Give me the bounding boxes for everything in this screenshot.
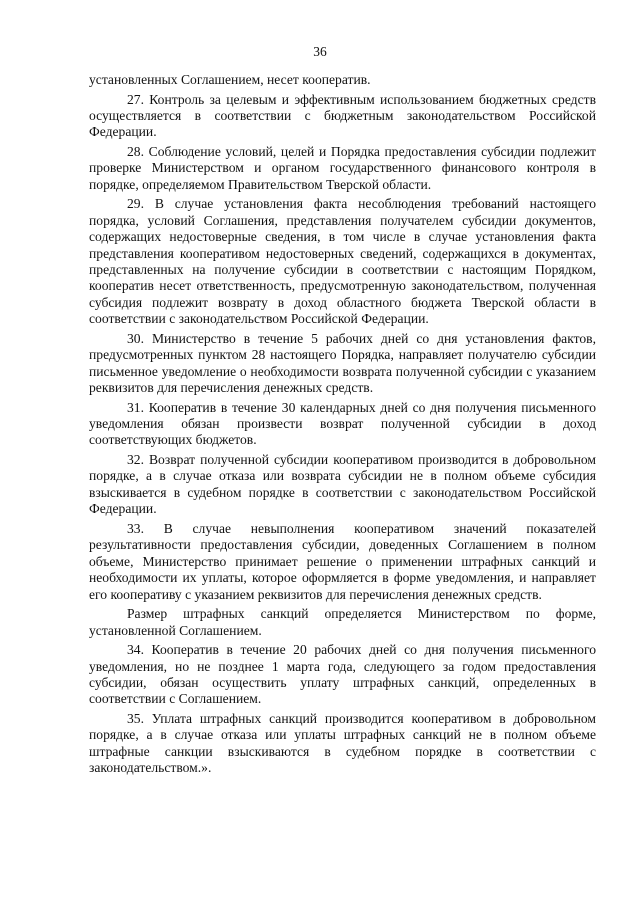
paragraph-penalty-size: Размер штрафных санкций определяется Министерством по форме, установленной Соглашением. — [89, 606, 596, 638]
paragraph-35: 35. Уплата штрафных санкций производится кооперативом в добровольном порядке, а в случае отказа или уплаты штрафных санкций не в полном объеме штрафные санкции взыскиваются в судебном порядке в соответствии с законодательством.». — [89, 710, 596, 776]
paragraph-34: 34. Кооператив в течение 20 рабочих дней со дня получения письменного уведомления, но не позднее 1 марта года, следующего за годом предоставления субсидии, обязан осуществить уплату штрафных санкций, определенных в соответствии с Соглашением. — [89, 642, 596, 707]
paragraph-31: 31. Кооператив в течение 30 календарных дней со дня получения письменного уведомления обязан произвести возврат полученной субсидии в доход соответствующих бюджетов. — [89, 399, 596, 448]
paragraph-33: 33. В случае невыполнения кооперативом значений показателей результативности предоставления субсидии, доведенных Соглашением в полном объеме, Министерство принимает решение о применении штрафных санкций и необходимости их уплаты, которое оформляется в форме уведомления, и направляет его кооперативу с указанием реквизитов для перечисления денежных средств. — [89, 520, 596, 602]
paragraph-29: 29. В случае установления факта несоблюдения требований настоящего порядка, условий Соглашения, представления получателем субсидии документов, содержащих недостоверные сведения, в том числе в случае установления факта представления кооперативом недостоверных сведений, содержащихся в документах, представленных на получение субсидии в соответствии с настоящим Порядком, кооператив несет ответственность, предусмотренную законодательством, полученная субсидия подлежит возврату в доход областного бюджета Тверской области в соответствии с законодательством Российской Федерации. — [89, 196, 596, 327]
paragraph-continuation: установленных Соглашением, несет кооператив. — [89, 72, 371, 87]
paragraph-32: 32. Возврат полученной субсидии кооперативом производится в добровольном порядке, а в случае отказа или возврата субсидии не в полном объеме субсидия взыскивается в судебном порядке в соответствии с законодательством Российской Федерации. — [89, 452, 596, 517]
document-body — [89, 72, 596, 780]
paragraph-28: 28. Соблюдение условий, целей и Порядка предоставления субсидии подлежит проверке Министерством и органом государственного финансового контроля в порядке, определяемом Правительством Тверской области. — [89, 144, 596, 192]
paragraph-27: 27. Контроль за целевым и эффективным использованием бюджетных средств осуществляется в соответствии с бюджетным законодательством Российской Федерации. — [89, 91, 596, 140]
page-number: 36 — [313, 44, 327, 59]
paragraph-30: 30. Министерство в течение 5 рабочих дней со дня установления фактов, предусмотренных пунктом 28 настоящего Порядка, направляет получателю субсидии письменное уведомление о необходимости возврата полученной субсидии с указанием реквизитов для перечисления денежных средств. — [89, 330, 596, 396]
